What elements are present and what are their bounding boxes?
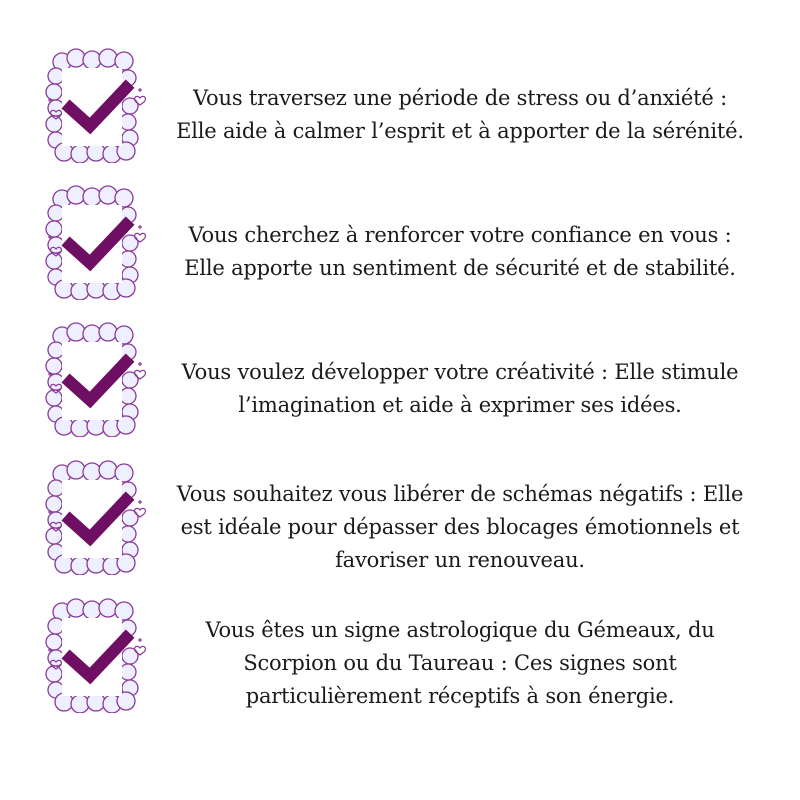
item-text (160, 478, 760, 577)
item-line: Vous cherchez à renforcer votre confiance en vous : (188, 223, 732, 247)
checkbox-check-icon (42, 322, 150, 437)
cloud-frame-check-icon (42, 48, 150, 163)
cloud-frame-check-icon (42, 185, 150, 300)
checkbox-check-icon (42, 598, 150, 713)
cloud-frame-check-icon (42, 460, 150, 575)
item-line: Elle aide à calmer l’esprit et à apporter de la sérénité. (176, 119, 744, 143)
checkbox-check-icon (42, 48, 150, 163)
item-line: Vous voulez développer votre créativité : Elle stimule (181, 360, 739, 384)
item-text (160, 356, 760, 422)
list-item (0, 460, 800, 580)
item-line: Elle apporte un sentiment de sécurité et de stabilité. (184, 256, 736, 280)
item-line: Vous traversez une période de stress ou d’anxiété : (193, 86, 727, 110)
item-line: l’imagination et aide à exprimer ses idées. (238, 393, 682, 417)
checkbox-check-icon (42, 460, 150, 575)
item-line: Scorpion ou du Taureau : Ces signes sont (243, 651, 677, 675)
item-line: Vous êtes un signe astrologique du Gémeaux, du (205, 618, 715, 642)
item-line: est idéale pour dépasser des blocages émotionnels et (180, 515, 740, 539)
checkbox-check-icon (42, 185, 150, 300)
item-text (160, 82, 760, 148)
list-item (0, 48, 800, 168)
list-item (0, 185, 800, 305)
item-text (160, 614, 760, 713)
list-item (0, 598, 800, 718)
item-line: favoriser un renouveau. (335, 548, 585, 572)
cloud-frame-check-icon (42, 598, 150, 713)
cloud-frame-check-icon (42, 322, 150, 437)
item-text (160, 219, 760, 285)
item-line: Vous souhaitez vous libérer de schémas négatifs : Elle (176, 482, 744, 506)
item-line: particulièrement réceptifs à son énergie. (245, 684, 675, 708)
list-item (0, 322, 800, 442)
